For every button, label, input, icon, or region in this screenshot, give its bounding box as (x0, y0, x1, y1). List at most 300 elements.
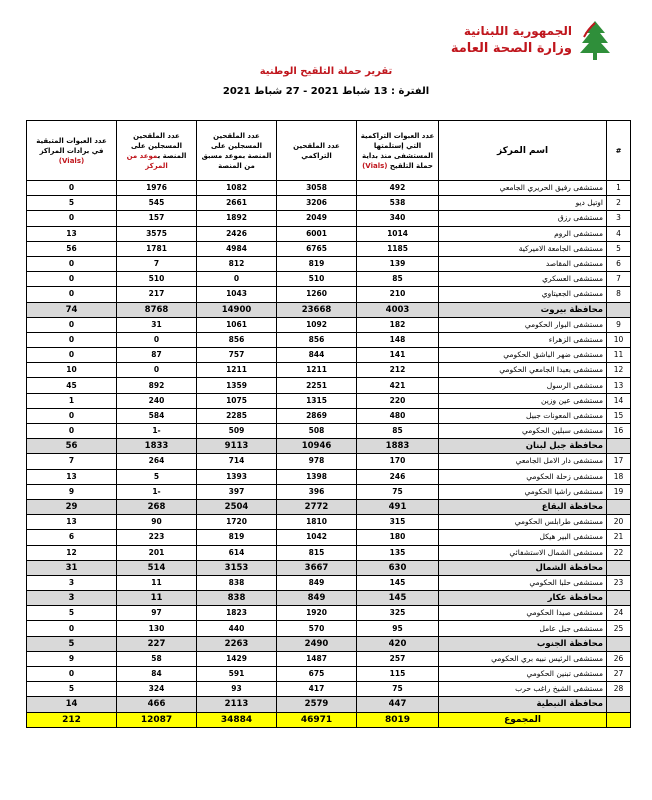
cell-center-appointment: 514 (117, 560, 197, 575)
cell-index: 12 (607, 363, 631, 378)
cell-vials: 325 (357, 606, 439, 621)
cell-cumulative: 2049 (277, 211, 357, 226)
cell-platform: 1359 (197, 378, 277, 393)
table-row (27, 621, 631, 636)
table-row (27, 378, 631, 393)
cell-platform: 0 (197, 272, 277, 287)
cell-index: 3 (607, 211, 631, 226)
cell-vials: 4003 (357, 302, 439, 317)
cell-index: 23 (607, 575, 631, 590)
cell-center-name: مستشفى المقاصد (439, 256, 607, 271)
cell-center-appointment: 11 (117, 591, 197, 606)
table-row (27, 651, 631, 666)
cell-index: 10 (607, 332, 631, 347)
cell-platform: 2426 (197, 226, 277, 241)
col-header-vials-tag: (Vials) (362, 161, 388, 170)
report-period: الفترة : 13 شباط 2021 - 27 شباط 2021 (222, 86, 430, 97)
cell-center-appointment: 240 (117, 393, 197, 408)
table-body (27, 181, 631, 728)
cell-center-name: محافظة بيروت (439, 302, 607, 317)
cell-remaining: 0 (27, 348, 117, 363)
cell-center-name: مستشفى راشيا الحكومي (439, 484, 607, 499)
cell-cumulative: 1810 (277, 515, 357, 530)
cell-center-name: مستشفى زحلة الحكومي (439, 469, 607, 484)
cell-cumulative: 2772 (277, 499, 357, 514)
table-row (27, 256, 631, 271)
cell-platform: 1061 (197, 317, 277, 332)
cell-center-name: مستشفى العسكري (439, 272, 607, 287)
cell-remaining: 31 (27, 560, 117, 575)
cell-cumulative: 10946 (277, 439, 357, 454)
table-row (27, 287, 631, 302)
cell-cumulative: 23668 (277, 302, 357, 317)
col-header-vials-text: عدد العبوات التراكمية التي إستلمتها المستشفى منذ بداية حملة التلقيح (360, 131, 435, 170)
cell-index: 26 (607, 651, 631, 666)
table-row (27, 484, 631, 499)
cell-center-name: مستشفى بعبدا الجامعي الحكومي (439, 363, 607, 378)
cell-index: 22 (607, 545, 631, 560)
cell-remaining: 56 (27, 439, 117, 454)
cell-vials: 85 (357, 272, 439, 287)
table-row (27, 393, 631, 408)
cell-center-name: مستشفى حلبا الحكومي (439, 575, 607, 590)
cell-center-appointment: -1 (117, 424, 197, 439)
cell-index: 6 (607, 256, 631, 271)
cell-vials: 145 (357, 591, 439, 606)
cell-center-appointment: 11 (117, 575, 197, 590)
cell-center-name: مستشفى جبل عامل (439, 621, 607, 636)
cell-platform: 2285 (197, 408, 277, 423)
cell-center-name: مستشفى الروم (439, 226, 607, 241)
cell-index: 9 (607, 317, 631, 332)
table-row (27, 606, 631, 621)
vaccination-report-table (26, 120, 631, 728)
cell-remaining: 74 (27, 302, 117, 317)
cell-cumulative: 1042 (277, 530, 357, 545)
cell-platform: 1720 (197, 515, 277, 530)
cell-vials: 246 (357, 469, 439, 484)
cell-platform: 838 (197, 575, 277, 590)
cell-remaining: 0 (27, 424, 117, 439)
cell-center-appointment: 227 (117, 636, 197, 651)
cell-center-appointment: 97 (117, 606, 197, 621)
col-header-center: اسم المركز (439, 121, 607, 181)
table-row (27, 454, 631, 469)
cell-index: 15 (607, 408, 631, 423)
cell-center-name: مستشفى دار الامل الجامعي (439, 454, 607, 469)
cell-cumulative: 675 (277, 667, 357, 682)
table-row (27, 211, 631, 226)
governorate-subtotal-row (27, 697, 631, 712)
cell-vials: 480 (357, 408, 439, 423)
table-row (27, 682, 631, 697)
table-row (27, 408, 631, 423)
col-header-vials (357, 121, 439, 181)
cell-cumulative: 849 (277, 575, 357, 590)
cell-remaining: 14 (27, 697, 117, 712)
col-header-remaining-text: عدد العبوات المتبقية في برادات المراكز (36, 136, 107, 155)
cell-center-name: مستشفى الرئيس نبيه بري الحكومي (439, 651, 607, 666)
logo-text (451, 23, 572, 57)
governorate-subtotal-row (27, 499, 631, 514)
cell-remaining: 13 (27, 226, 117, 241)
cell-center-appointment: 90 (117, 515, 197, 530)
cell-platform: 1892 (197, 211, 277, 226)
col-header-center-appointment (117, 121, 197, 181)
cell-remaining: 212 (27, 712, 117, 727)
cell-center-appointment: 7 (117, 256, 197, 271)
cell-platform: 812 (197, 256, 277, 271)
cell-cumulative: 844 (277, 348, 357, 363)
cell-center-appointment: 31 (117, 317, 197, 332)
cell-remaining: 0 (27, 621, 117, 636)
cell-cumulative: 1092 (277, 317, 357, 332)
cell-index: 28 (607, 682, 631, 697)
cell-index: 16 (607, 424, 631, 439)
cell-remaining: 5 (27, 196, 117, 211)
cell-remaining: 6 (27, 530, 117, 545)
cell-center-name: مستشفى سبلين الحكومي (439, 424, 607, 439)
cell-platform: 2661 (197, 196, 277, 211)
cell-index: 21 (607, 530, 631, 545)
cell-vials: 145 (357, 575, 439, 590)
cell-index (607, 560, 631, 575)
col-header-cumulative: عدد الملقحين التراكمي (277, 121, 357, 181)
cell-remaining: 29 (27, 499, 117, 514)
cell-center-name: مستشفى صيدا الحكومي (439, 606, 607, 621)
cell-cumulative: 849 (277, 591, 357, 606)
cell-cumulative: 2579 (277, 697, 357, 712)
cell-remaining: 13 (27, 469, 117, 484)
cell-platform: 34884 (197, 712, 277, 727)
cell-center-name: مستشفى رفيق الحريري الجامعي (439, 181, 607, 196)
cell-center-appointment: 87 (117, 348, 197, 363)
cell-cumulative: 2869 (277, 408, 357, 423)
cell-center-appointment: 510 (117, 272, 197, 287)
cell-remaining: 56 (27, 241, 117, 256)
cell-vials: 148 (357, 332, 439, 347)
cell-center-name: محافظة البقاع (439, 499, 607, 514)
cell-remaining: 9 (27, 651, 117, 666)
table-row (27, 575, 631, 590)
cell-cumulative: 508 (277, 424, 357, 439)
cell-remaining: 0 (27, 181, 117, 196)
report-title: تقرير حملة التلقيح الوطنية (259, 66, 393, 77)
cell-cumulative: 1398 (277, 469, 357, 484)
governorate-subtotal-row (27, 636, 631, 651)
cell-vials: 1185 (357, 241, 439, 256)
cell-platform: 440 (197, 621, 277, 636)
cell-center-name: مستشفى عين وزين (439, 393, 607, 408)
governorate-subtotal-row (27, 302, 631, 317)
cell-remaining: 0 (27, 667, 117, 682)
cell-center-appointment: 268 (117, 499, 197, 514)
col-header-remaining-tag: (Vials) (58, 156, 85, 165)
cell-center-name: مستشفى المعونات جبيل (439, 408, 607, 423)
cell-remaining: 5 (27, 606, 117, 621)
cell-platform: 14900 (197, 302, 277, 317)
cell-cumulative: 1260 (277, 287, 357, 302)
cell-vials: 420 (357, 636, 439, 651)
cell-platform: 1043 (197, 287, 277, 302)
cell-center-appointment: 545 (117, 196, 197, 211)
cell-cumulative: 3206 (277, 196, 357, 211)
cell-vials: 257 (357, 651, 439, 666)
cell-vials: 630 (357, 560, 439, 575)
cell-center-name: المجموع (439, 712, 607, 727)
cell-vials: 492 (357, 181, 439, 196)
cell-remaining: 5 (27, 682, 117, 697)
col-header-remaining (27, 121, 117, 181)
logo-line-1: الجمهورية اللبنانية (463, 24, 572, 38)
cell-vials: 1883 (357, 439, 439, 454)
cell-index: 5 (607, 241, 631, 256)
cell-index (607, 712, 631, 727)
cell-vials: 447 (357, 697, 439, 712)
cell-index (607, 697, 631, 712)
col-header-index: # (607, 121, 631, 181)
cell-index: 17 (607, 454, 631, 469)
governorate-subtotal-row (27, 591, 631, 606)
cell-platform: 3153 (197, 560, 277, 575)
cell-vials: 538 (357, 196, 439, 211)
cell-vials: 421 (357, 378, 439, 393)
cell-remaining: 12 (27, 545, 117, 560)
cell-index (607, 499, 631, 514)
logo-line-2: وزارة الصحة العامة (450, 41, 572, 56)
cell-center-appointment: 3575 (117, 226, 197, 241)
cell-center-name: محافظة الجنوب (439, 636, 607, 651)
cell-center-name: مستشفى طرابلس الحكومي (439, 515, 607, 530)
table-row (27, 469, 631, 484)
cell-center-name: محافظة جبل لبنان (439, 439, 607, 454)
col-header-platform: عدد الملقحين المسجلين على المنصة بموعد مسبق من المنصة (197, 121, 277, 181)
cell-vials: 139 (357, 256, 439, 271)
cell-remaining: 0 (27, 287, 117, 302)
cell-index: 11 (607, 348, 631, 363)
cell-remaining: 3 (27, 591, 117, 606)
cell-remaining: 0 (27, 272, 117, 287)
cell-cumulative: 46971 (277, 712, 357, 727)
cell-vials: 135 (357, 545, 439, 560)
cell-index: 27 (607, 667, 631, 682)
cell-cumulative: 1211 (277, 363, 357, 378)
cell-index: 13 (607, 378, 631, 393)
cell-cumulative: 1487 (277, 651, 357, 666)
cell-cumulative: 2490 (277, 636, 357, 651)
cell-vials: 212 (357, 363, 439, 378)
cell-center-name: مستشفى البير هيكل (439, 530, 607, 545)
cell-index: 24 (607, 606, 631, 621)
cell-remaining: 0 (27, 332, 117, 347)
cell-cumulative: 6001 (277, 226, 357, 241)
cell-center-appointment: 0 (117, 332, 197, 347)
cell-center-appointment: 8768 (117, 302, 197, 317)
cell-platform: 1823 (197, 606, 277, 621)
table-row (27, 530, 631, 545)
cell-platform: 591 (197, 667, 277, 682)
cell-vials: 75 (357, 682, 439, 697)
cell-center-appointment: 5 (117, 469, 197, 484)
cell-platform: 2504 (197, 499, 277, 514)
cell-vials: 182 (357, 317, 439, 332)
cell-center-appointment: 584 (117, 408, 197, 423)
cell-platform: 2113 (197, 697, 277, 712)
cell-cumulative: 1920 (277, 606, 357, 621)
cell-platform: 509 (197, 424, 277, 439)
table-header-row (27, 121, 631, 181)
cedar-icon (578, 19, 612, 61)
cell-platform: 1075 (197, 393, 277, 408)
cell-index: 4 (607, 226, 631, 241)
cell-vials: 180 (357, 530, 439, 545)
cell-platform: 714 (197, 454, 277, 469)
cell-platform: 93 (197, 682, 277, 697)
cell-center-name: مستشفى رزق (439, 211, 607, 226)
cell-center-appointment: 217 (117, 287, 197, 302)
governorate-subtotal-row (27, 439, 631, 454)
cell-index (607, 636, 631, 651)
table-row (27, 332, 631, 347)
cell-cumulative: 815 (277, 545, 357, 560)
governorate-subtotal-row (27, 560, 631, 575)
table-row (27, 272, 631, 287)
cell-index: 20 (607, 515, 631, 530)
cell-index: 7 (607, 272, 631, 287)
cell-index: 25 (607, 621, 631, 636)
cell-remaining: 0 (27, 256, 117, 271)
cell-cumulative: 1315 (277, 393, 357, 408)
cell-index: 19 (607, 484, 631, 499)
cell-cumulative: 2251 (277, 378, 357, 393)
cell-vials: 340 (357, 211, 439, 226)
cell-vials: 491 (357, 499, 439, 514)
cell-vials: 85 (357, 424, 439, 439)
cell-remaining: 0 (27, 211, 117, 226)
cell-vials: 315 (357, 515, 439, 530)
cell-platform: 2263 (197, 636, 277, 651)
table-row (27, 363, 631, 378)
ministry-logo (432, 18, 612, 62)
cell-platform: 757 (197, 348, 277, 363)
table-row (27, 241, 631, 256)
cell-platform: 819 (197, 530, 277, 545)
cell-platform: 1393 (197, 469, 277, 484)
cell-cumulative: 396 (277, 484, 357, 499)
cell-center-appointment: 84 (117, 667, 197, 682)
cell-center-name: مستشفى الجامعة الاميركية (439, 241, 607, 256)
col-header-center-appointment-red: موعد من المركز (126, 151, 168, 170)
cell-center-name: محافظة النبطية (439, 697, 607, 712)
cell-index (607, 302, 631, 317)
cell-cumulative: 978 (277, 454, 357, 469)
table-row (27, 226, 631, 241)
cell-center-name: مستشفى الشيخ راغب حرب (439, 682, 607, 697)
cell-remaining: 1 (27, 393, 117, 408)
cell-cumulative: 570 (277, 621, 357, 636)
cell-cumulative: 819 (277, 256, 357, 271)
cell-center-appointment: 892 (117, 378, 197, 393)
cell-index: 14 (607, 393, 631, 408)
cell-remaining: 0 (27, 317, 117, 332)
cell-platform: 1429 (197, 651, 277, 666)
cell-center-appointment: 0 (117, 363, 197, 378)
table-row (27, 545, 631, 560)
cell-cumulative: 510 (277, 272, 357, 287)
cell-vials: 95 (357, 621, 439, 636)
cell-center-appointment: 12087 (117, 712, 197, 727)
cell-platform: 397 (197, 484, 277, 499)
cell-center-name: مستشفى الجعيتاوي (439, 287, 607, 302)
cell-vials: 1014 (357, 226, 439, 241)
table-row (27, 667, 631, 682)
cell-center-name: مستشفى الزهراء (439, 332, 607, 347)
cell-remaining: 9 (27, 484, 117, 499)
cell-center-appointment: 130 (117, 621, 197, 636)
cell-platform: 838 (197, 591, 277, 606)
cell-vials: 210 (357, 287, 439, 302)
cell-cumulative: 856 (277, 332, 357, 347)
cell-vials: 115 (357, 667, 439, 682)
table-row (27, 348, 631, 363)
cell-remaining: 7 (27, 454, 117, 469)
cell-vials: 170 (357, 454, 439, 469)
cell-index: 2 (607, 196, 631, 211)
cell-remaining: 5 (27, 636, 117, 651)
col-header-center-appointment-text: عدد الملقحين المسجلين على المنصة ب (130, 131, 187, 160)
cell-center-name: محافظة عكار (439, 591, 607, 606)
cell-center-appointment: 324 (117, 682, 197, 697)
cell-vials: 220 (357, 393, 439, 408)
cell-remaining: 45 (27, 378, 117, 393)
cell-index (607, 439, 631, 454)
cell-platform: 1211 (197, 363, 277, 378)
cell-remaining: 10 (27, 363, 117, 378)
cell-cumulative: 417 (277, 682, 357, 697)
cell-center-appointment: 157 (117, 211, 197, 226)
cell-remaining: 0 (27, 408, 117, 423)
cell-platform: 856 (197, 332, 277, 347)
cell-center-name: مستشفى تبنين الحكومي (439, 667, 607, 682)
cell-center-appointment: 58 (117, 651, 197, 666)
cell-center-appointment: 1833 (117, 439, 197, 454)
cell-center-name: مستشفى الشمال الاستشفائي (439, 545, 607, 560)
table-row (27, 424, 631, 439)
table-row (27, 181, 631, 196)
cell-center-appointment: 264 (117, 454, 197, 469)
cell-center-appointment: 223 (117, 530, 197, 545)
cell-cumulative: 3667 (277, 560, 357, 575)
cell-platform: 9113 (197, 439, 277, 454)
cell-center-name: مستشفى البوار الحكومي (439, 317, 607, 332)
cell-platform: 614 (197, 545, 277, 560)
cell-index: 1 (607, 181, 631, 196)
table-row (27, 196, 631, 211)
grand-total-row (27, 712, 631, 727)
cell-center-name: مستشفى ضهر الباشق الحكومي (439, 348, 607, 363)
cell-vials: 141 (357, 348, 439, 363)
cell-center-appointment: -1 (117, 484, 197, 499)
cell-index: 18 (607, 469, 631, 484)
cell-vials: 75 (357, 484, 439, 499)
cell-center-name: محافظة الشمال (439, 560, 607, 575)
cell-center-name: مستشفى الرسول (439, 378, 607, 393)
cell-remaining: 13 (27, 515, 117, 530)
cell-platform: 1082 (197, 181, 277, 196)
cell-cumulative: 3058 (277, 181, 357, 196)
cell-platform: 4984 (197, 241, 277, 256)
cell-center-appointment: 201 (117, 545, 197, 560)
